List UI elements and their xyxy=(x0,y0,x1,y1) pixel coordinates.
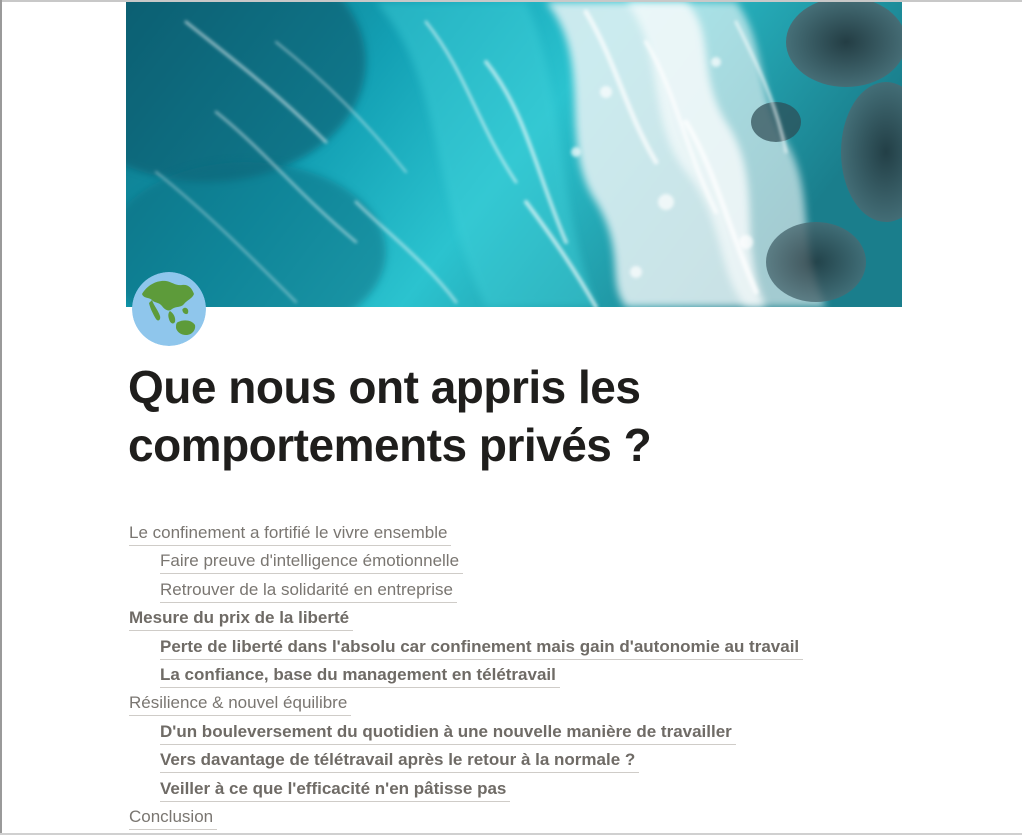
toc-item xyxy=(129,662,909,690)
table-of-contents xyxy=(129,520,909,832)
toc-link-bouleversement[interactable]: D'un bouleversement du quotidien à une nouvelle manière de travailler xyxy=(160,720,736,745)
toc-link-resilience[interactable]: Résilience & nouvel équilibre xyxy=(129,691,351,716)
toc-item xyxy=(129,548,909,576)
toc-link-solidarite[interactable]: Retrouver de la solidarité en entreprise xyxy=(160,578,457,603)
ocean-waves-illustration xyxy=(126,2,902,307)
toc-link-perte-liberte[interactable]: Perte de liberté dans l'absolu car confinement mais gain d'autonomie au travail xyxy=(160,635,803,660)
toc-link-intelligence-emotionnelle[interactable]: Faire preuve d'intelligence émotionnelle xyxy=(160,549,463,574)
toc-item xyxy=(129,634,909,662)
page-title: Que nous ont appris les comportements privés ? xyxy=(128,361,652,471)
toc-link-vivre-ensemble[interactable]: Le confinement a fortifié le vivre ensemble xyxy=(129,521,451,546)
toc-link-prix-liberte[interactable]: Mesure du prix de la liberté xyxy=(129,606,353,631)
globe-illustration xyxy=(132,272,206,346)
toc-link-efficacite[interactable]: Veiller à ce que l'efficacité n'en pâtisse pas xyxy=(160,777,510,802)
toc-link-davantage-teletravail[interactable]: Vers davantage de télétravail après le retour à la normale ? xyxy=(160,748,639,773)
toc-item xyxy=(129,776,909,804)
toc-link-conclusion[interactable]: Conclusion xyxy=(129,805,217,830)
toc-item xyxy=(129,520,909,548)
toc-item xyxy=(129,747,909,775)
toc-item xyxy=(129,577,909,605)
toc-item xyxy=(129,804,909,832)
toc-item xyxy=(129,719,909,747)
toc-item xyxy=(129,690,909,718)
toc-item xyxy=(129,605,909,633)
earth-asia-icon[interactable] xyxy=(132,272,206,346)
toc-link-confiance[interactable]: La confiance, base du management en télétravail xyxy=(160,663,560,688)
cover-image[interactable] xyxy=(126,2,902,307)
window-left-border xyxy=(0,0,2,835)
